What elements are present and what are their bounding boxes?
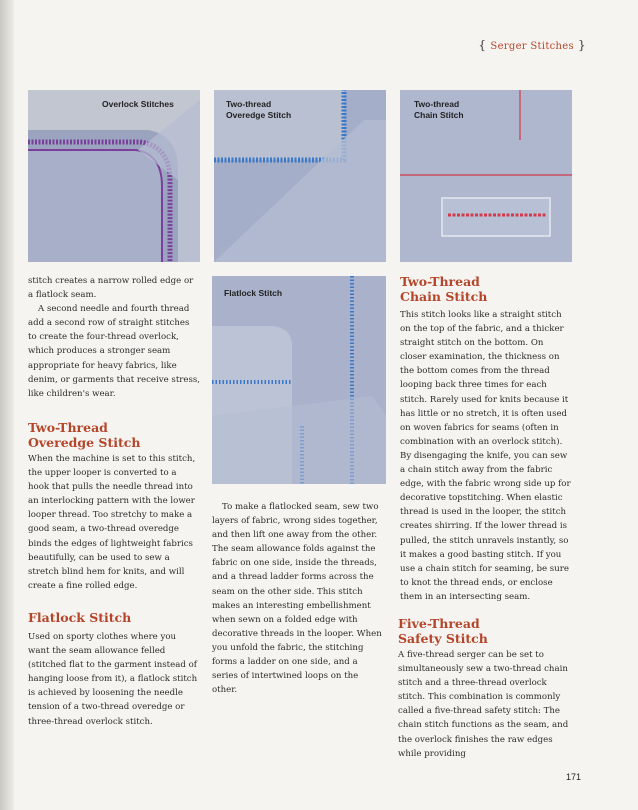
left-column xyxy=(28,274,200,401)
page-number: 171 xyxy=(566,772,582,782)
heading-line-1: Two-Thread xyxy=(400,274,480,289)
left-column-flatlock-body xyxy=(28,630,200,729)
photo-two-thread-overedge xyxy=(214,90,386,262)
photo-caption xyxy=(226,99,291,120)
heading-two-thread-chain xyxy=(400,274,487,304)
paragraph: A five-thread serger can be set to simultaneously sew a two-thread chain stitch and a three-thread overlock stitch. This combination is commonly called a five-thread safety stitch: The chain stitch functions as the seam, and the overlock finishes the raw edges while providing xyxy=(398,650,569,759)
flatlock-fabric-illustration xyxy=(212,276,386,484)
caption-line-2: Chain Stitch xyxy=(414,109,464,120)
photo-caption: Overlock Stitches xyxy=(102,99,174,109)
left-column-overedge-body xyxy=(28,452,200,593)
caption-line-2: Overedge Stitch xyxy=(226,109,292,120)
photo-flatlock-stitch xyxy=(212,276,386,484)
overlock-fabric-illustration xyxy=(28,90,200,262)
paragraph: Used on sporty clothes where you want the seam allowance felled (stitched flat to the garment instead of hanging loose from it), a flatlock stitch is achieved by loosening the needle tension of a two-thread overedge or three-thread overlock stitch. xyxy=(28,632,198,727)
heading-line-1: Five-Thread xyxy=(398,616,480,631)
heading-line-2: Chain Stitch xyxy=(400,289,488,304)
paragraph: stitch creates a narrow rolled edge or a flatlock seam. xyxy=(28,276,194,301)
photo-two-thread-chain xyxy=(400,90,572,262)
page-gutter-shadow xyxy=(0,0,14,810)
right-column-safety-body xyxy=(398,648,572,761)
running-head xyxy=(478,38,586,52)
paragraph: To make a flatlocked seam, sew two layers of fabric, wrong sides together, and then lift one away from the other. The seam allowance folds against the fabric on one side, inside the threads, and a thread ladder forms across the seam on the other side. This stitch makes an interesting embellishment when sewn on a folded edge with decorative threads in the looper. When you unfold the fabric, the stitching forms a ladder on one side, and a series of intertwined loops on the other. xyxy=(212,502,382,696)
paragraph: This stitch looks like a straight stitch on the top of the fabric, and a thicker straight stitch on the bottom. On closer examination, the thickness on the bottom comes from the thread looping back three times for each stitch. Rarely used for knits because it has little or no stretch, it is often used on woven fabrics for seams (often in combination with an overlock stitch). By disengaging the knife, you can sew a chain stitch away from the fabric edge, with the fabric wrong side up for decorative topstitching. When elastic thread is used in the looper, the stitch creates shirring. If the lower thread is pulled, the stitch unravels instantly, so it makes a good basting stitch. If you use a chain stitch for seaming, be sure to knot the thread ends, or enclose them in an intersecting seam. xyxy=(400,310,571,602)
running-head-text: Serger Stitches xyxy=(490,41,574,52)
paragraph: When the machine is set to this stitch, the upper looper is converted to a hook that pulls the needle thread into an interlocking pattern with the lower looper thread. Too stretchy to make a good seam, a two-thread overedge binds the edges of lightweight fabrics beautifully, can be used to sew a stretch blind hem for knits, and will create a fine rolled edge. xyxy=(28,454,196,591)
right-brace: } xyxy=(573,38,586,52)
photo-overlock-stitches xyxy=(28,90,200,262)
heading-flatlock-stitch: Flatlock Stitch xyxy=(28,610,132,625)
photo-caption: Flatlock Stitch xyxy=(224,288,283,298)
middle-column xyxy=(212,500,386,697)
photo-caption xyxy=(414,99,464,120)
right-column-chain-body xyxy=(400,308,572,604)
heading-line-2: Overedge Stitch xyxy=(28,435,141,450)
heading-line-2: Safety Stitch xyxy=(398,631,488,646)
caption-line-1: Two-thread xyxy=(226,99,272,109)
paragraph: A second needle and fourth thread add a second row of straight stitches to create the four-thread overlock, which produces a stronger seam appropriate for heavy fabrics, like denim, or garments that receive stress, like children's wear. xyxy=(28,304,201,399)
left-brace: { xyxy=(478,38,491,52)
heading-line-1: Two-Thread xyxy=(28,420,108,435)
heading-two-thread-overedge xyxy=(28,420,140,450)
heading-five-thread-safety xyxy=(398,616,488,646)
caption-line-1: Two-thread xyxy=(414,99,460,109)
